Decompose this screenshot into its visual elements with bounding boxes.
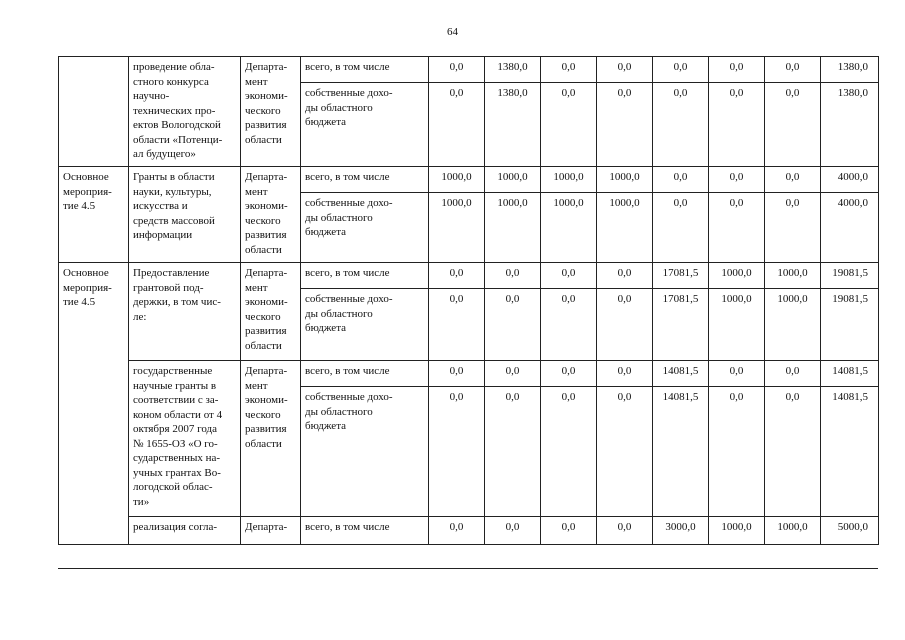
executor-cell: Департа- мент экономи- ческого развития области xyxy=(241,361,301,517)
funding-source-cell: всего, в том числе xyxy=(301,57,429,83)
activity-name-cell: Предоставление грантовой под- держки, в том чис- ле: xyxy=(129,263,241,361)
total-value-cell: 1380,0 xyxy=(821,57,879,83)
year-value-cell: 0,0 xyxy=(597,83,653,167)
year-value-cell: 0,0 xyxy=(709,361,765,387)
total-value-cell: 14081,5 xyxy=(821,387,879,517)
total-value-cell: 19081,5 xyxy=(821,289,879,361)
executor-cell: Департа- xyxy=(241,517,301,545)
measure-cell xyxy=(59,57,129,167)
year-value-cell: 1000,0 xyxy=(765,289,821,361)
page-number: 64 xyxy=(447,26,458,38)
year-value-cell: 0,0 xyxy=(429,263,485,289)
year-value-cell: 1000,0 xyxy=(429,167,485,193)
executor-cell: Департа- мент экономи- ческого развития области xyxy=(241,263,301,361)
year-value-cell: 1000,0 xyxy=(485,193,541,263)
year-value-cell: 0,0 xyxy=(597,387,653,517)
year-value-cell: 0,0 xyxy=(765,361,821,387)
year-value-cell: 0,0 xyxy=(653,193,709,263)
executor-cell: Департа- мент экономи- ческого развития области xyxy=(241,57,301,167)
total-value-cell: 4000,0 xyxy=(821,167,879,193)
funding-source-cell: собственные дохо- ды областного бюджета xyxy=(301,289,429,361)
funding-source-cell: всего, в том числе xyxy=(301,263,429,289)
year-value-cell: 0,0 xyxy=(709,193,765,263)
year-value-cell: 0,0 xyxy=(653,57,709,83)
year-value-cell: 0,0 xyxy=(429,83,485,167)
year-value-cell: 0,0 xyxy=(597,289,653,361)
measure-cell: Основное мероприя- тие 4.5 xyxy=(59,167,129,263)
year-value-cell: 0,0 xyxy=(485,289,541,361)
activity-name-cell: Гранты в области науки, культуры, искусства и средств массовой информации xyxy=(129,167,241,263)
year-value-cell: 0,0 xyxy=(485,361,541,387)
year-value-cell: 3000,0 xyxy=(653,517,709,545)
funding-source-cell: собственные дохо- ды областного бюджета xyxy=(301,387,429,517)
year-value-cell: 1000,0 xyxy=(541,167,597,193)
year-value-cell: 0,0 xyxy=(541,57,597,83)
year-value-cell: 1000,0 xyxy=(765,517,821,545)
year-value-cell: 0,0 xyxy=(653,167,709,193)
year-value-cell: 0,0 xyxy=(429,387,485,517)
year-value-cell: 0,0 xyxy=(597,517,653,545)
table-row xyxy=(59,263,879,289)
year-value-cell: 1380,0 xyxy=(485,83,541,167)
year-value-cell: 1000,0 xyxy=(765,263,821,289)
budget-table xyxy=(58,56,879,545)
measure-cell: Основное мероприя- тие 4.5 xyxy=(59,263,129,545)
activity-name-cell: реализация согла- xyxy=(129,517,241,545)
funding-source-cell: собственные дохо- ды областного бюджета xyxy=(301,83,429,167)
year-value-cell: 17081,5 xyxy=(653,289,709,361)
table-body xyxy=(59,57,879,545)
year-value-cell: 0,0 xyxy=(765,83,821,167)
total-value-cell: 19081,5 xyxy=(821,263,879,289)
year-value-cell: 0,0 xyxy=(541,263,597,289)
year-value-cell: 0,0 xyxy=(709,57,765,83)
year-value-cell: 0,0 xyxy=(765,193,821,263)
year-value-cell: 0,0 xyxy=(429,361,485,387)
year-value-cell: 0,0 xyxy=(709,167,765,193)
year-value-cell: 0,0 xyxy=(485,517,541,545)
table-row xyxy=(59,517,879,545)
year-value-cell: 0,0 xyxy=(597,57,653,83)
year-value-cell: 0,0 xyxy=(709,387,765,517)
year-value-cell: 1000,0 xyxy=(541,193,597,263)
year-value-cell: 14081,5 xyxy=(653,361,709,387)
activity-name-cell: проведение обла- стного конкурса научно- технических про- ектов Вологодской области «Потенци- ал будущего» xyxy=(129,57,241,167)
year-value-cell: 0,0 xyxy=(485,263,541,289)
year-value-cell: 0,0 xyxy=(765,57,821,83)
year-value-cell: 0,0 xyxy=(541,289,597,361)
year-value-cell: 1000,0 xyxy=(597,193,653,263)
year-value-cell: 0,0 xyxy=(429,289,485,361)
year-value-cell: 0,0 xyxy=(597,361,653,387)
year-value-cell: 0,0 xyxy=(541,361,597,387)
total-value-cell: 5000,0 xyxy=(821,517,879,545)
funding-source-cell: всего, в том числе xyxy=(301,361,429,387)
funding-source-cell: собственные дохо- ды областного бюджета xyxy=(301,193,429,263)
year-value-cell: 1000,0 xyxy=(709,289,765,361)
year-value-cell: 1000,0 xyxy=(709,263,765,289)
year-value-cell: 0,0 xyxy=(541,83,597,167)
year-value-cell: 0,0 xyxy=(485,387,541,517)
total-value-cell: 14081,5 xyxy=(821,361,879,387)
table-bottom-rule xyxy=(58,568,878,569)
year-value-cell: 0,0 xyxy=(765,387,821,517)
executor-cell: Департа- мент экономи- ческого развития области xyxy=(241,167,301,263)
activity-name-cell: государственные научные гранты в соответствии с за- коном области от 4 октября 2007 года № 1655-ОЗ «О го- сударственных на- учных грантах Во- логодской облас- ти» xyxy=(129,361,241,517)
year-value-cell: 0,0 xyxy=(541,387,597,517)
funding-source-cell: всего, в том числе xyxy=(301,517,429,545)
year-value-cell: 0,0 xyxy=(429,57,485,83)
total-value-cell: 1380,0 xyxy=(821,83,879,167)
year-value-cell: 17081,5 xyxy=(653,263,709,289)
year-value-cell: 0,0 xyxy=(541,517,597,545)
year-value-cell: 1000,0 xyxy=(709,517,765,545)
year-value-cell: 0,0 xyxy=(765,167,821,193)
year-value-cell: 0,0 xyxy=(653,83,709,167)
year-value-cell: 14081,5 xyxy=(653,387,709,517)
year-value-cell: 0,0 xyxy=(709,83,765,167)
year-value-cell: 1000,0 xyxy=(597,167,653,193)
total-value-cell: 4000,0 xyxy=(821,193,879,263)
year-value-cell: 0,0 xyxy=(597,263,653,289)
table-row xyxy=(59,361,879,387)
table-row xyxy=(59,167,879,193)
year-value-cell: 1000,0 xyxy=(429,193,485,263)
funding-source-cell: всего, в том числе xyxy=(301,167,429,193)
year-value-cell: 0,0 xyxy=(429,517,485,545)
table-row xyxy=(59,57,879,83)
year-value-cell: 1380,0 xyxy=(485,57,541,83)
year-value-cell: 1000,0 xyxy=(485,167,541,193)
